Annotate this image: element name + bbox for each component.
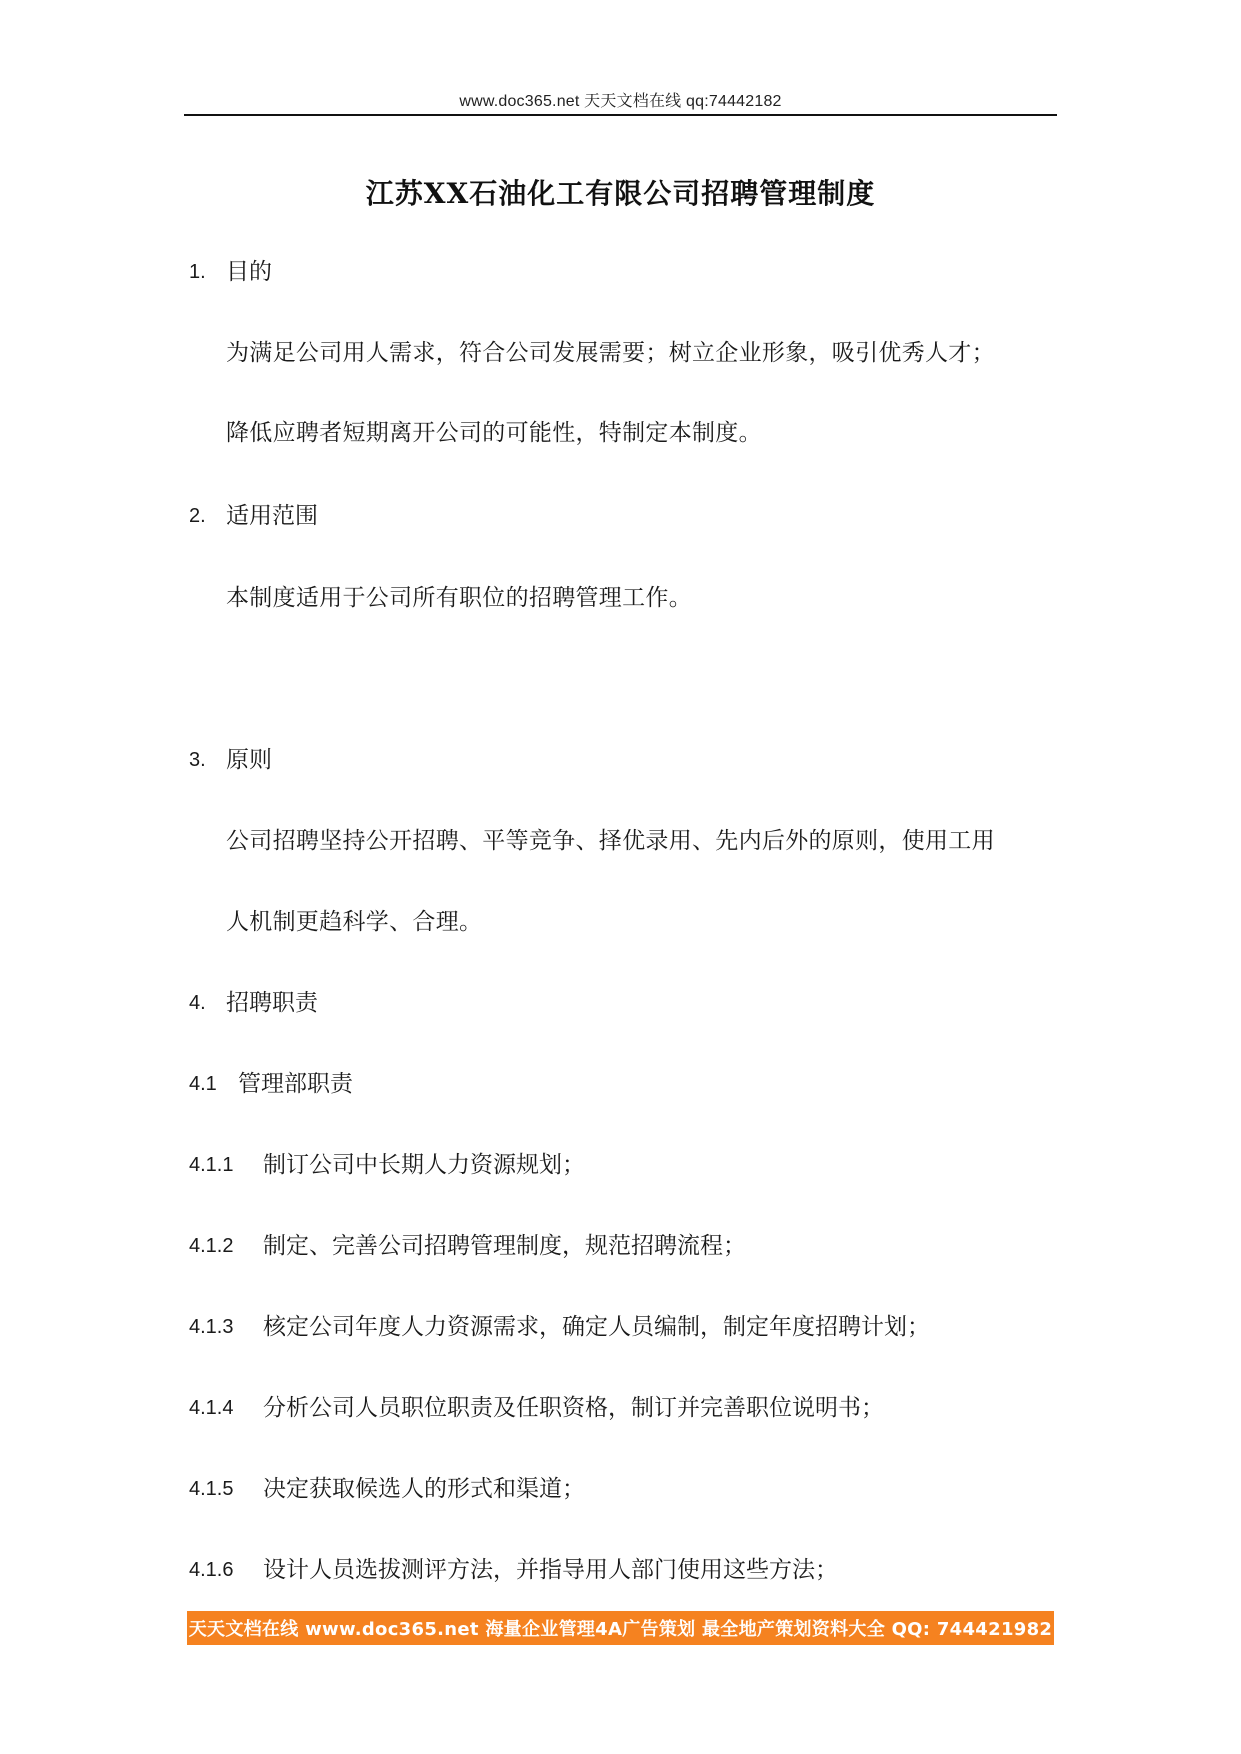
section-number: 4. [189,992,206,1014]
item-text: 制订公司中长期人力资源规划； [263,1152,585,1178]
page-header: www.doc365.net 天天文档在线 qq:74442182 [459,93,782,110]
subsection-number: 4.1 [189,1073,217,1095]
item-number: 4.1.3 [189,1316,234,1338]
item-number: 4.1.2 [189,1235,234,1257]
section-number: 1. [189,261,206,283]
section-heading: 适用范围 [226,503,318,529]
section-number: 3. [189,749,206,771]
paragraph-line: 为满足公司用人需求，符合公司发展需要；树立企业形象，吸引优秀人才； [226,340,995,366]
subsection-heading: 管理部职责 [238,1071,353,1097]
footer-banner-text: 天天文档在线 www.doc365.net 海量企业管理4A广告策划 最全地产策划资料大全 QQ: 744421982 [188,1619,1053,1640]
item-text: 分析公司人员职位职责及任职资格，制订并完善职位说明书； [263,1395,884,1421]
section-heading: 目的 [226,259,272,285]
item-number: 4.1.4 [189,1397,234,1419]
section-heading: 招聘职责 [226,990,318,1016]
footer-banner [187,1611,1054,1645]
paragraph-line: 降低应聘者短期离开公司的可能性，特制定本制度。 [226,420,762,446]
section-heading: 原则 [226,747,272,773]
paragraph-line: 人机制更趋科学、合理。 [226,909,483,935]
paragraph-line: 本制度适用于公司所有职位的招聘管理工作。 [226,585,692,611]
item-text: 设计人员选拔测评方法，并指导用人部门使用这些方法； [263,1557,838,1583]
item-number: 4.1.6 [189,1559,234,1581]
header-divider [184,114,1057,116]
item-text: 决定获取候选人的形式和渠道； [263,1476,585,1502]
document-title: 江苏XX石油化工有限公司招聘管理制度 [365,177,876,210]
paragraph-line: 公司招聘坚持公开招聘、平等竞争、择优录用、先内后外的原则，使用工用 [226,828,995,854]
section-number: 2. [189,505,206,527]
item-number: 4.1.5 [189,1478,234,1500]
item-number: 4.1.1 [189,1154,234,1176]
item-text: 核定公司年度人力资源需求，确定人员编制，制定年度招聘计划； [263,1314,930,1340]
item-text: 制定、完善公司招聘管理制度，规范招聘流程； [263,1233,746,1259]
